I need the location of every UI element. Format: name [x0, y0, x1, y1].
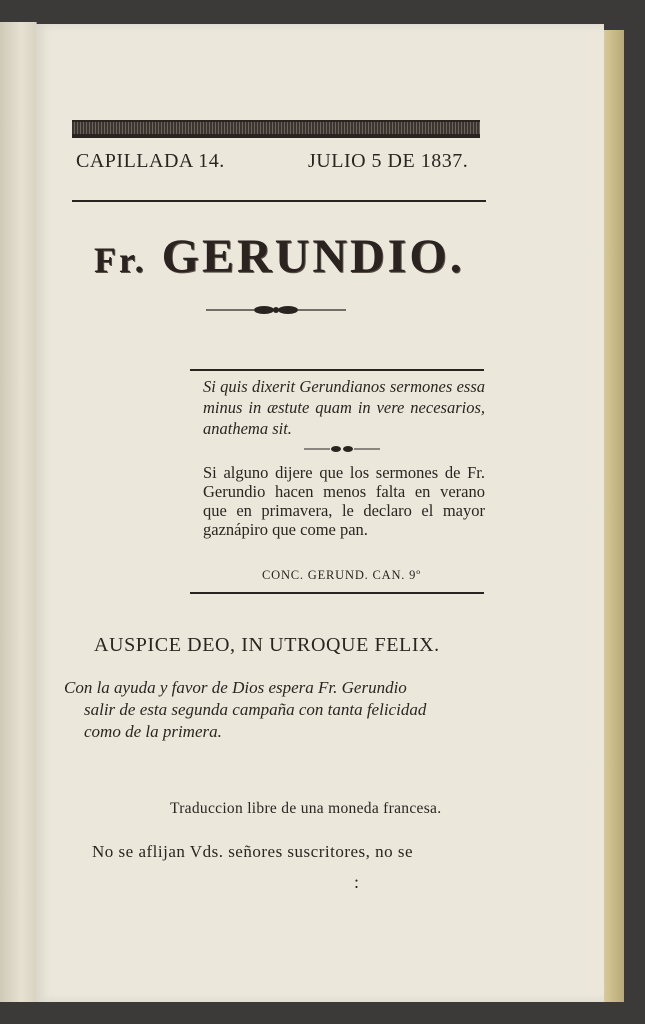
issue-number: CAPILLADA 14.: [76, 150, 225, 172]
masthead-title: [94, 229, 465, 284]
spanish-epigraph: Si alguno dijere que los sermones de Fr. Gerundio hacen menos falta en verano que en primavera, le declaro el mayor gaznápiro que come pan.: [203, 463, 485, 539]
body-first-line: No se aflijan Vds. señores suscritores, no se: [92, 842, 414, 861]
motto-translation-line-3: como de la primera.: [84, 722, 222, 741]
masthead-main: GERUNDIO.: [161, 230, 465, 283]
small-divider-ornament-icon: [304, 443, 380, 455]
left-page-edge: [0, 22, 37, 1002]
latin-motto: AUSPICE DEO, IN UTROQUE FELIX.: [94, 634, 440, 656]
motto-translation-line-2: salir de esta segunda campaña con tanta felicidad: [84, 700, 427, 719]
decorative-top-band: [72, 120, 480, 136]
masthead-prefix: Fr.: [94, 240, 147, 280]
catchword: :: [354, 872, 360, 892]
document-page: [36, 24, 604, 1002]
epigraph-citation: CONC. GERUND. CAN. 9º: [262, 568, 421, 582]
top-rule: [72, 136, 480, 138]
epigraph-top-rule: [190, 369, 484, 371]
latin-epigraph: Si quis dixerit Gerundianos sermones essa minus in æstute quam in vere necesarios, anathema sit.: [203, 377, 485, 438]
header-bottom-rule: [72, 200, 486, 202]
motto-translation-line-1: Con la ayuda y favor de Dios espera Fr. Gerundio: [64, 678, 407, 697]
issue-date: JULIO 5 DE 1837.: [308, 150, 469, 172]
epigraph-bottom-rule: [190, 592, 484, 594]
translation-note: Traduccion libre de una moneda francesa.: [170, 800, 442, 817]
motto-translation: [64, 677, 494, 743]
flourish-ornament-icon: [206, 302, 346, 318]
